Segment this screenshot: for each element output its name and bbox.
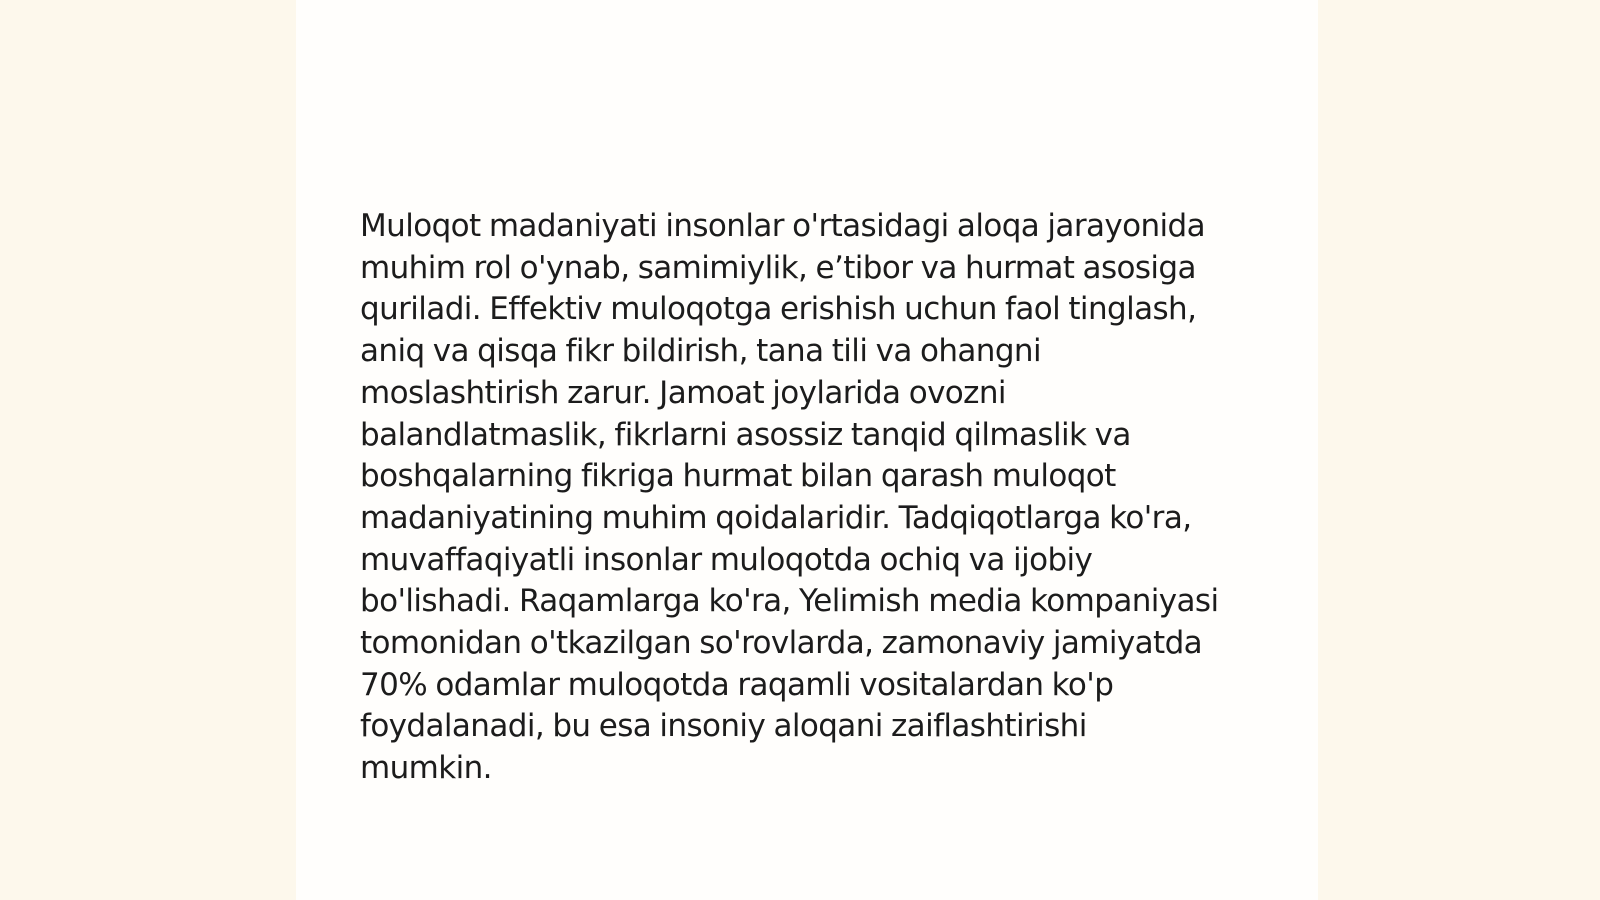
body-paragraph: Muloqot madaniyati insonlar o'rtasidagi aloqa jarayonida muhim rol o'ynab, samimiylik, e’tibor va hurmat asosiga quriladi. Effektiv muloqotga erishish uchun faol tinglash, aniq va qisqa fikr bildirish, tana tili va ohangni moslashtirish zarur. Jamoat joylarida ovozni balandlatmaslik, fikrlarni asossiz tanqid qilmaslik va boshqalarning fikriga hurmat bilan qarash muloqot madaniyatining muhim qoidalaridir. Tadqiqotlarga ko'ra, muvaffaqiyatli insonlar muloqotda ochiq va ijobiy bo'lishadi. Raqamlarga ko'ra, Yelimish media kompaniyasi tomonidan o'tkazilgan so'rovlarda, zamonaviy jamiyatda 70% odamlar muloqotda raqamli vositalardan ko'p foydalanadi, bu esa insoniy aloqani zaiflashtirishi mumkin. — [360, 208, 1219, 787]
document-page — [296, 0, 1318, 900]
